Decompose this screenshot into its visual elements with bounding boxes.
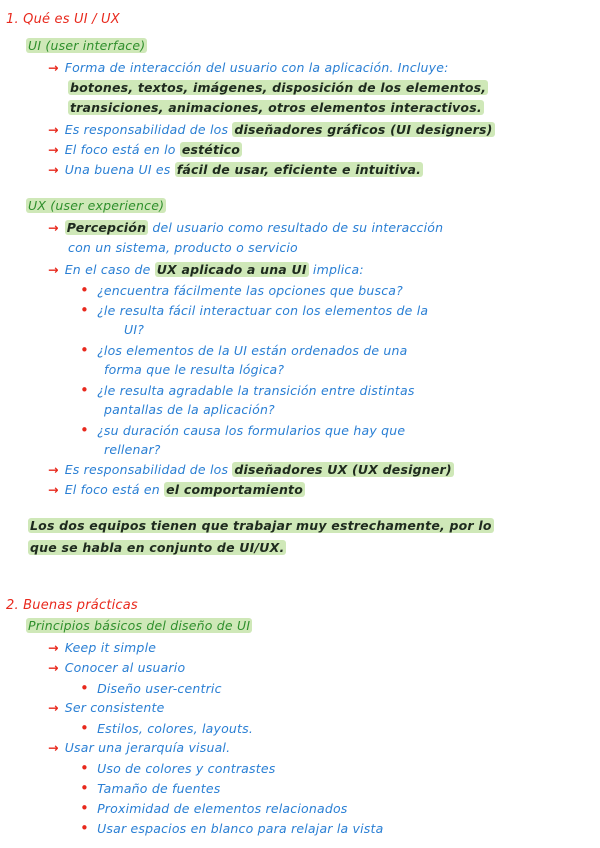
- principle-4-text: Usar una jerarquía visual.: [64, 740, 231, 755]
- ui-good-text: Una buena UI es: [64, 162, 171, 177]
- ui-focus: [48, 142, 242, 158]
- ux-question-3: [80, 342, 408, 359]
- arrow-right-icon: →: [48, 122, 59, 137]
- bullet-dot-icon: •: [80, 421, 90, 439]
- ui-principles-heading-text: Principios básicos del diseño de UI: [28, 618, 251, 633]
- bullet-dot-icon: •: [80, 301, 90, 319]
- ux-question-4: [80, 382, 415, 399]
- principle-2: [48, 660, 185, 676]
- ux-focus-highlight: el comportamiento: [166, 482, 304, 497]
- ui-definition-line-2: [68, 80, 488, 96]
- bullet-dot-icon: •: [80, 719, 90, 737]
- bullet-dot-icon: •: [80, 779, 90, 797]
- arrow-right-icon: →: [48, 740, 59, 755]
- bullet-dot-icon: •: [80, 819, 90, 837]
- ui-definition-line-1: [48, 60, 449, 76]
- ux-heading-text: UX (user experience): [28, 198, 165, 213]
- principle-3-1: [80, 720, 253, 737]
- ux-case-highlight: UX aplicado a una UI: [156, 262, 307, 277]
- ux-question-3-text: ¿los elementos de la UI están ordenados de una: [97, 343, 408, 358]
- ui-focus-text: El foco está en lo: [64, 142, 176, 157]
- bullet-dot-icon: •: [80, 759, 90, 777]
- ux-focus: [48, 482, 305, 498]
- arrow-right-icon: →: [48, 462, 59, 477]
- principle-4-1: [80, 760, 275, 777]
- ux-question-5-text: ¿su duración causa los formularios que hay que: [97, 423, 406, 438]
- ux-case-tail: implica:: [312, 262, 364, 277]
- teams-note-text-1: Los dos equipos tienen que trabajar muy estrechamente, por lo: [30, 518, 492, 533]
- arrow-right-icon: →: [48, 60, 59, 75]
- bullet-dot-icon: •: [80, 281, 90, 299]
- principle-3-text: Ser consistente: [64, 700, 165, 715]
- ux-question-2: [80, 302, 428, 319]
- bullet-dot-icon: •: [80, 799, 90, 817]
- arrow-right-icon: →: [48, 700, 59, 715]
- arrow-right-icon: →: [48, 142, 59, 157]
- ui-responsibility: [48, 122, 495, 138]
- bullet-dot-icon: •: [80, 341, 90, 359]
- principle-1: [48, 640, 156, 656]
- teams-note-text-2: que se habla en conjunto de UI/UX.: [30, 540, 285, 555]
- ux-perception-highlight: Percepción: [66, 220, 147, 235]
- arrow-right-icon: →: [48, 162, 59, 177]
- ux-question-1: [80, 282, 403, 299]
- ux-case-text: En el caso de: [64, 262, 151, 277]
- arrow-right-icon: →: [48, 220, 59, 235]
- teams-note-line-2: [28, 540, 286, 556]
- ux-responsibility-highlight: diseñadores UX (UX designer): [234, 462, 452, 477]
- ux-question-3-cont: forma que le resulta lógica?: [104, 362, 285, 377]
- principle-2-1: [80, 680, 222, 697]
- ux-heading: [26, 198, 166, 214]
- ux-question-5: [80, 422, 405, 439]
- arrow-right-icon: →: [48, 482, 59, 497]
- ux-question-4-text: ¿le resulta agradable la transición entre distintas: [97, 383, 415, 398]
- arrow-right-icon: →: [48, 640, 59, 655]
- principle-1-text: Keep it simple: [64, 640, 157, 655]
- bullet-dot-icon: •: [80, 381, 90, 399]
- ux-question-2-cont: UI?: [124, 322, 145, 337]
- ux-perception-line-1: [48, 220, 443, 236]
- principle-4-2: [80, 780, 220, 797]
- principle-4-3-text: Proximidad de elementos relacionados: [97, 801, 348, 816]
- ux-responsibility-text: Es responsabilidad de los: [64, 462, 229, 477]
- principle-4: [48, 740, 230, 756]
- ui-principles-heading: [26, 618, 252, 634]
- ux-case: [48, 262, 364, 278]
- ui-definition-text-1: Forma de interacción del usuario con la aplicación. Incluye:: [64, 60, 449, 75]
- arrow-right-icon: →: [48, 262, 59, 277]
- principle-4-2-text: Tamaño de fuentes: [97, 781, 221, 796]
- arrow-right-icon: →: [48, 660, 59, 675]
- principle-3-1-text: Estilos, colores, layouts.: [97, 721, 254, 736]
- ui-focus-highlight: estético: [181, 142, 241, 157]
- ui-heading: [26, 38, 147, 54]
- ux-question-1-text: ¿encuentra fácilmente las opciones que busca?: [97, 283, 403, 298]
- ux-responsibility: [48, 462, 454, 478]
- principle-4-3: [80, 800, 348, 817]
- ui-good-highlight: fácil de usar, eficiente e intuitiva.: [176, 162, 422, 177]
- ux-question-4-cont: pantallas de la aplicación?: [104, 402, 275, 417]
- ux-question-2-text: ¿le resulta fácil interactuar con los elementos de la: [97, 303, 429, 318]
- ui-definition-line-3: [68, 100, 484, 116]
- principle-3: [48, 700, 164, 716]
- principle-2-text: Conocer al usuario: [64, 660, 186, 675]
- ui-responsibility-text: Es responsabilidad de los: [64, 122, 229, 137]
- ui-responsibility-highlight: diseñadores gráficos (UI designers): [234, 122, 493, 137]
- teams-note-line-1: [28, 518, 494, 534]
- ui-definition-text-2: botones, textos, imágenes, disposición de los elementos,: [70, 80, 487, 95]
- ui-good: [48, 162, 423, 178]
- bullet-dot-icon: •: [80, 679, 90, 697]
- principle-2-1-text: Diseño user-centric: [97, 681, 222, 696]
- principle-4-4: [80, 820, 383, 837]
- ux-focus-text: El foco está en: [64, 482, 160, 497]
- principle-4-1-text: Uso de colores y contrastes: [97, 761, 276, 776]
- principle-4-4-text: Usar espacios en blanco para relajar la vista: [97, 821, 384, 836]
- ux-perception-line-2: con un sistema, producto o servicio: [68, 240, 298, 255]
- section-1-title: 1. Qué es UI / UX: [6, 12, 120, 27]
- section-2-title: 2. Buenas prácticas: [6, 598, 138, 613]
- ui-heading-text: UI (user interface): [28, 38, 146, 53]
- ux-question-5-cont: rellenar?: [104, 442, 161, 457]
- ui-definition-text-3: transiciones, animaciones, otros elementos interactivos.: [70, 100, 482, 115]
- ux-perception-text: del usuario como resultado de su interacción: [152, 220, 444, 235]
